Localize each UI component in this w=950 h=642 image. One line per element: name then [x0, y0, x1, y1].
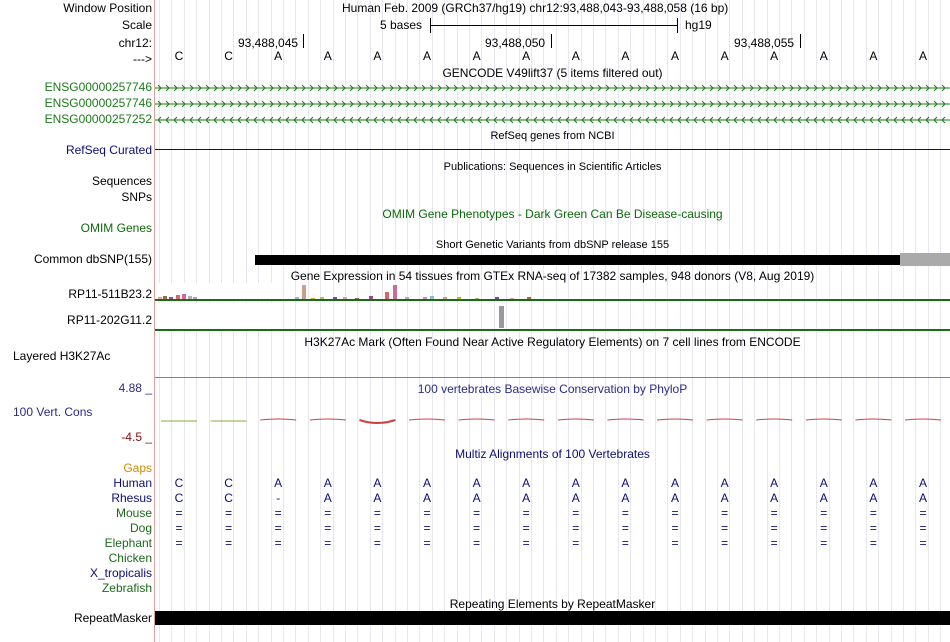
base-4: A [373, 49, 382, 63]
guideline [295, 0, 296, 642]
base-11: A [720, 49, 729, 63]
alignment-base: = [919, 536, 927, 550]
alignment-base: = [423, 536, 431, 550]
guideline [494, 0, 495, 642]
gtex-gene-line-1[interactable] [155, 299, 950, 301]
phylop-segment [558, 419, 594, 420]
h3k27ac-title[interactable]: H3K27Ac Mark (Often Found Near Active Regulatory Elements) on 7 cell lines from ENCODE [304, 335, 801, 349]
alignment-base: = [373, 536, 381, 550]
label-window-position: Window Position [63, 1, 152, 15]
guideline [891, 0, 892, 642]
alignment-base: = [473, 506, 481, 520]
alignment-base: A [571, 476, 580, 490]
alignment-base: A [720, 476, 729, 490]
guideline [705, 0, 706, 642]
label-scale: Scale [121, 18, 152, 32]
gtex-tissue-bar[interactable] [393, 285, 397, 299]
guideline [457, 0, 458, 642]
alignment-base: A [819, 491, 828, 505]
phylop-segment [756, 419, 792, 420]
alignment-base: C [224, 491, 233, 505]
alignment-base: = [324, 521, 332, 535]
base-15: A [918, 49, 927, 63]
scale-bar [430, 25, 677, 26]
gtex-tissue-bar[interactable] [385, 292, 389, 299]
guideline [804, 0, 805, 642]
alignment-base: = [820, 521, 828, 535]
alignment-base: = [869, 506, 877, 520]
alignment-base: = [671, 506, 679, 520]
gene-model-2[interactable] [155, 98, 950, 110]
phylop-segment [409, 419, 445, 420]
alignment-base: = [225, 521, 233, 535]
alignment-base: A [323, 476, 332, 490]
guideline [754, 0, 755, 642]
alignment-base: = [770, 521, 778, 535]
alignment-base: A [670, 491, 679, 505]
alignment-base: = [522, 536, 530, 550]
alignment-base: A [670, 476, 679, 490]
gencode-title[interactable]: GENCODE V49lift37 (5 items filtered out) [442, 66, 663, 80]
label-chrom: chr12: [118, 36, 152, 50]
alignment-base: A [621, 476, 630, 490]
alignment-base: = [770, 536, 778, 550]
label-species-elephant: Elephant [104, 536, 152, 550]
alignment-base: = [522, 506, 530, 520]
repeatmasker-title[interactable]: Repeating Elements by RepeatMasker [449, 597, 656, 611]
scale-db: hg19 [685, 18, 712, 32]
guideline [791, 0, 792, 642]
scale-bar-right-tick [677, 18, 678, 33]
label-species-rhesus: Rhesus [111, 491, 152, 505]
base-2: A [274, 49, 283, 63]
alignment-base: = [373, 506, 381, 520]
guideline [556, 0, 557, 642]
alignment-base: A [522, 491, 531, 505]
label-strand-arrow: ---> [133, 52, 152, 66]
alignment-base: = [919, 506, 927, 520]
base-6: A [472, 49, 481, 63]
base-5: A [422, 49, 431, 63]
label-dbsnp[interactable]: Common dbSNP(155) [33, 252, 152, 266]
base-1: C [224, 49, 233, 63]
phylop-segment [657, 419, 693, 420]
label-sequences[interactable]: Sequences [91, 174, 152, 188]
guideline [357, 0, 358, 642]
phylop-segment [806, 419, 842, 420]
alignment-base: = [621, 536, 629, 550]
gtex-label-bg-2 [155, 303, 275, 329]
alignment-base: A [869, 476, 878, 490]
phylop-segment [905, 419, 941, 420]
alignment-base: = [820, 536, 828, 550]
h3k27ac-baseline[interactable] [155, 377, 950, 378]
alignment-base: = [473, 536, 481, 550]
alignment-base: A [621, 491, 630, 505]
label-snps[interactable]: SNPs [121, 190, 152, 204]
publications-title[interactable]: Publications: Sequences in Scientific Articles [443, 161, 662, 173]
label-repeatmasker[interactable]: RepeatMasker [73, 611, 152, 625]
gtex-title[interactable]: Gene Expression in 54 tissues from GTEx RNA-seq of 17382 samples, 948 donors (V8, Aug 2019) [290, 269, 815, 283]
alignment-base: A [918, 476, 927, 490]
multiz-title[interactable]: Multiz Alignments of 100 Vertebrates [455, 447, 650, 461]
label-species-zebrafish: Zebrafish [101, 581, 152, 595]
alignment-base: A [918, 491, 927, 505]
phylop-title[interactable]: 100 vertebrates Basewise Conservation by PhyloP [417, 382, 688, 396]
coord-2-tick [551, 34, 552, 48]
guideline [345, 0, 346, 642]
alignment-base: = [572, 521, 580, 535]
alignment-base: = [175, 536, 183, 550]
label-gene-2[interactable]: ENSG00000257746 [44, 96, 152, 110]
gtex-gene-line-2[interactable] [155, 329, 950, 331]
base-12: A [770, 49, 779, 63]
phylop-segment [359, 420, 395, 423]
alignment-base: = [274, 536, 282, 550]
base-7: A [522, 49, 531, 63]
label-cons-name[interactable]: 100 Vert. Cons [13, 405, 93, 419]
dbsnp-title[interactable]: Short Genetic Variants from dbSNP release 155 [435, 239, 670, 251]
label-cons-min: -4.5 _ [121, 430, 152, 444]
label-species-dog: Dog [129, 521, 152, 535]
coord-3: 93,488,055 [734, 36, 795, 50]
gene-model-3[interactable] [155, 114, 950, 126]
alignment-base: = [324, 506, 332, 520]
guideline [543, 0, 544, 642]
label-cons-max: 4.88 _ [118, 381, 152, 395]
omim-title[interactable]: OMIM Gene Phenotypes - Dark Green Can Be Disease-causing [382, 207, 723, 221]
alignment-base: = [175, 506, 183, 520]
alignment-base: A [373, 476, 382, 490]
phylop-segment [260, 419, 296, 420]
alignment-base: = [721, 521, 729, 535]
gtex-tissue-bar[interactable] [302, 285, 306, 299]
dbsnp-variant-bar-grey[interactable] [900, 253, 950, 266]
repeatmasker-bar[interactable] [155, 611, 950, 625]
label-species-xtropicalis: X_tropicalis [89, 566, 152, 580]
guideline [853, 0, 854, 642]
guideline [407, 0, 408, 642]
guideline [506, 0, 507, 642]
alignment-base: A [323, 491, 332, 505]
alignment-base: A [472, 476, 481, 490]
alignment-base: = [572, 536, 580, 550]
label-species-chicken: Chicken [108, 551, 152, 565]
phylop-segment [707, 419, 743, 420]
alignment-base: = [225, 506, 233, 520]
refseq-line[interactable] [155, 149, 950, 150]
alignment-base: A [571, 491, 580, 505]
alignment-base: A [869, 491, 878, 505]
base-9: A [621, 49, 630, 63]
guideline [903, 0, 904, 642]
guideline [692, 0, 693, 642]
base-10: A [670, 49, 679, 63]
alignment-base: = [919, 521, 927, 535]
alignment-base: = [572, 506, 580, 520]
alignment-base: = [274, 521, 282, 535]
guideline [444, 0, 445, 642]
alignment-base: = [175, 521, 183, 535]
track-image[interactable] [155, 0, 950, 642]
alignment-base: A [770, 476, 779, 490]
alignment-base: = [274, 506, 282, 520]
phylop-segment [855, 419, 891, 420]
alignment-base: A [422, 491, 431, 505]
alignment-base: A [819, 476, 828, 490]
alignment-base: = [820, 506, 828, 520]
alignment-base: A [422, 476, 431, 490]
alignment-base: A [770, 491, 779, 505]
phylop-segment [508, 419, 544, 420]
alignment-base: C [174, 491, 184, 505]
alignment-base: = [721, 536, 729, 550]
refseq-title[interactable]: RefSeq genes from NCBI [490, 130, 615, 142]
label-gaps: Gaps [123, 461, 152, 475]
alignment-base: = [423, 521, 431, 535]
guideline [643, 0, 644, 642]
coord-1-tick [303, 34, 304, 48]
guideline [841, 0, 842, 642]
phylop-plot[interactable] [155, 410, 950, 430]
alignment-base: = [473, 521, 481, 535]
alignment-base: C [224, 476, 233, 490]
dbsnp-variant-bar[interactable] [255, 255, 900, 265]
alignment-base: = [671, 536, 679, 550]
alignment-base: A [373, 491, 382, 505]
alignment-base: A [522, 476, 531, 490]
label-gene-3[interactable]: ENSG00000257252 [44, 112, 152, 126]
guideline [395, 0, 396, 642]
alignment-base: A [472, 491, 481, 505]
gtex-label-bg [155, 283, 275, 299]
alignment-base: = [770, 506, 778, 520]
label-h3k27ac[interactable]: Layered H3K27Ac [13, 349, 111, 363]
base-8: A [571, 49, 580, 63]
alignment-base: = [621, 506, 629, 520]
guideline [655, 0, 656, 642]
alignment-base: = [423, 506, 431, 520]
label-gtex-2[interactable]: RP11-202G11.2 [67, 313, 152, 327]
guideline [605, 0, 606, 642]
guideline [308, 0, 309, 642]
alignment-base: A [274, 476, 283, 490]
base-13: A [819, 49, 828, 63]
coord-1: 93,488,045 [238, 36, 299, 50]
guideline [593, 0, 594, 642]
scale-bar-left-tick [430, 18, 431, 33]
alignment-base: = [721, 506, 729, 520]
alignment-base: = [225, 536, 233, 550]
label-refseq[interactable]: RefSeq Curated [65, 143, 152, 157]
label-gtex-1[interactable]: RP11-511B23.2 [68, 287, 152, 301]
alignment-base: = [671, 521, 679, 535]
guideline [742, 0, 743, 642]
label-gene-1[interactable]: ENSG00000257746 [44, 80, 152, 94]
base-3: A [323, 49, 332, 63]
phylop-segment [310, 419, 346, 420]
alignment-base: = [621, 521, 629, 535]
guideline [940, 0, 941, 642]
phylop-segment [459, 419, 495, 420]
label-omim[interactable]: OMIM Genes [80, 221, 152, 235]
track-labels [0, 0, 154, 642]
scale-text: 5 bases [380, 18, 423, 32]
alignment-base: - [276, 491, 281, 505]
base-0: C [174, 49, 184, 63]
alignment-base: = [869, 536, 877, 550]
gene-model-1[interactable] [155, 82, 950, 94]
alignment-base: = [869, 521, 877, 535]
base-14: A [869, 49, 878, 63]
label-species-mouse: Mouse [115, 506, 152, 520]
alignment-base: = [324, 536, 332, 550]
alignment-base: C [174, 476, 184, 490]
gtex-bar-2[interactable] [499, 306, 504, 328]
coord-3-tick [800, 34, 801, 48]
phylop-segment [607, 419, 643, 420]
label-species-human: Human [113, 476, 152, 490]
alignment-base: A [720, 491, 729, 505]
alignment-base: = [373, 521, 381, 535]
position-title: Human Feb. 2009 (GRCh37/hg19) chr12:93,488,043-93,488,058 (16 bp) [342, 1, 729, 15]
coord-2: 93,488,050 [485, 36, 546, 50]
alignment-base: = [522, 521, 530, 535]
